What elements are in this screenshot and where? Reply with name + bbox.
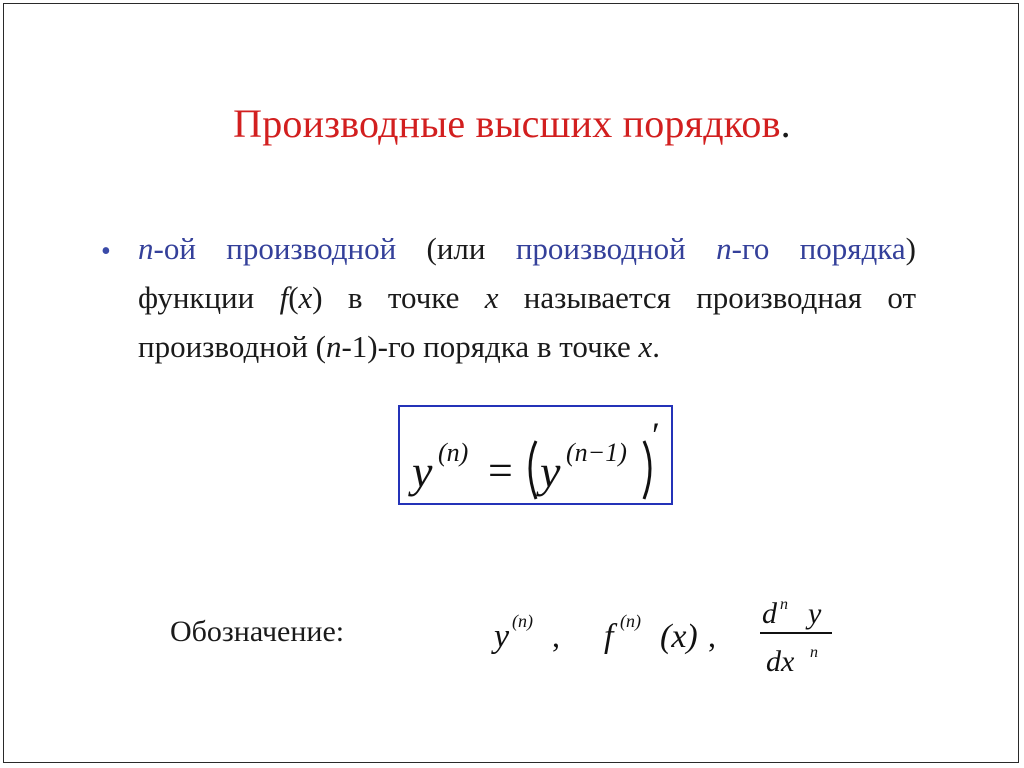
notation-f: f — [604, 618, 614, 655]
notation-y-sup: (n) — [512, 611, 533, 631]
notation-f-arg: (x) — [660, 618, 698, 655]
formula-sup-left: (n) — [438, 438, 469, 467]
formula-y-inner: y — [540, 446, 561, 497]
bullet-marker: • — [101, 236, 111, 267]
notation-label: Обозначение: — [170, 615, 345, 648]
formula-equals: = — [488, 446, 513, 495]
formula-nth-derivative — [400, 407, 675, 507]
notation-comma-1: , — [552, 618, 560, 654]
slide-title: Производные высших порядков. — [233, 101, 791, 146]
formula-sup-inner: (n−1) — [566, 438, 627, 467]
notation-denominator-sup: n — [810, 644, 818, 661]
notation-f-sup: (n) — [620, 611, 641, 631]
formula-prime: ′ — [652, 415, 660, 455]
notation-y: y — [494, 618, 510, 655]
notation-numerator-y: y — [808, 597, 822, 630]
formula-right-paren — [644, 441, 650, 499]
formula-box — [398, 405, 673, 505]
definition-paragraph: n-ой производной (или производной n-го порядка) функции f(x) в точке x называется производная от производной (n-1)-го порядка в точке x. — [138, 231, 917, 364]
formula-left-paren — [530, 441, 536, 499]
notation-denominator: dx — [766, 645, 795, 678]
notation-comma-2: , — [708, 618, 716, 654]
notation-numerator-sup: n — [780, 596, 788, 613]
notation-numerator-d: d — [762, 597, 777, 630]
notation-formulas — [480, 585, 860, 695]
formula-y-left: y — [412, 446, 433, 497]
